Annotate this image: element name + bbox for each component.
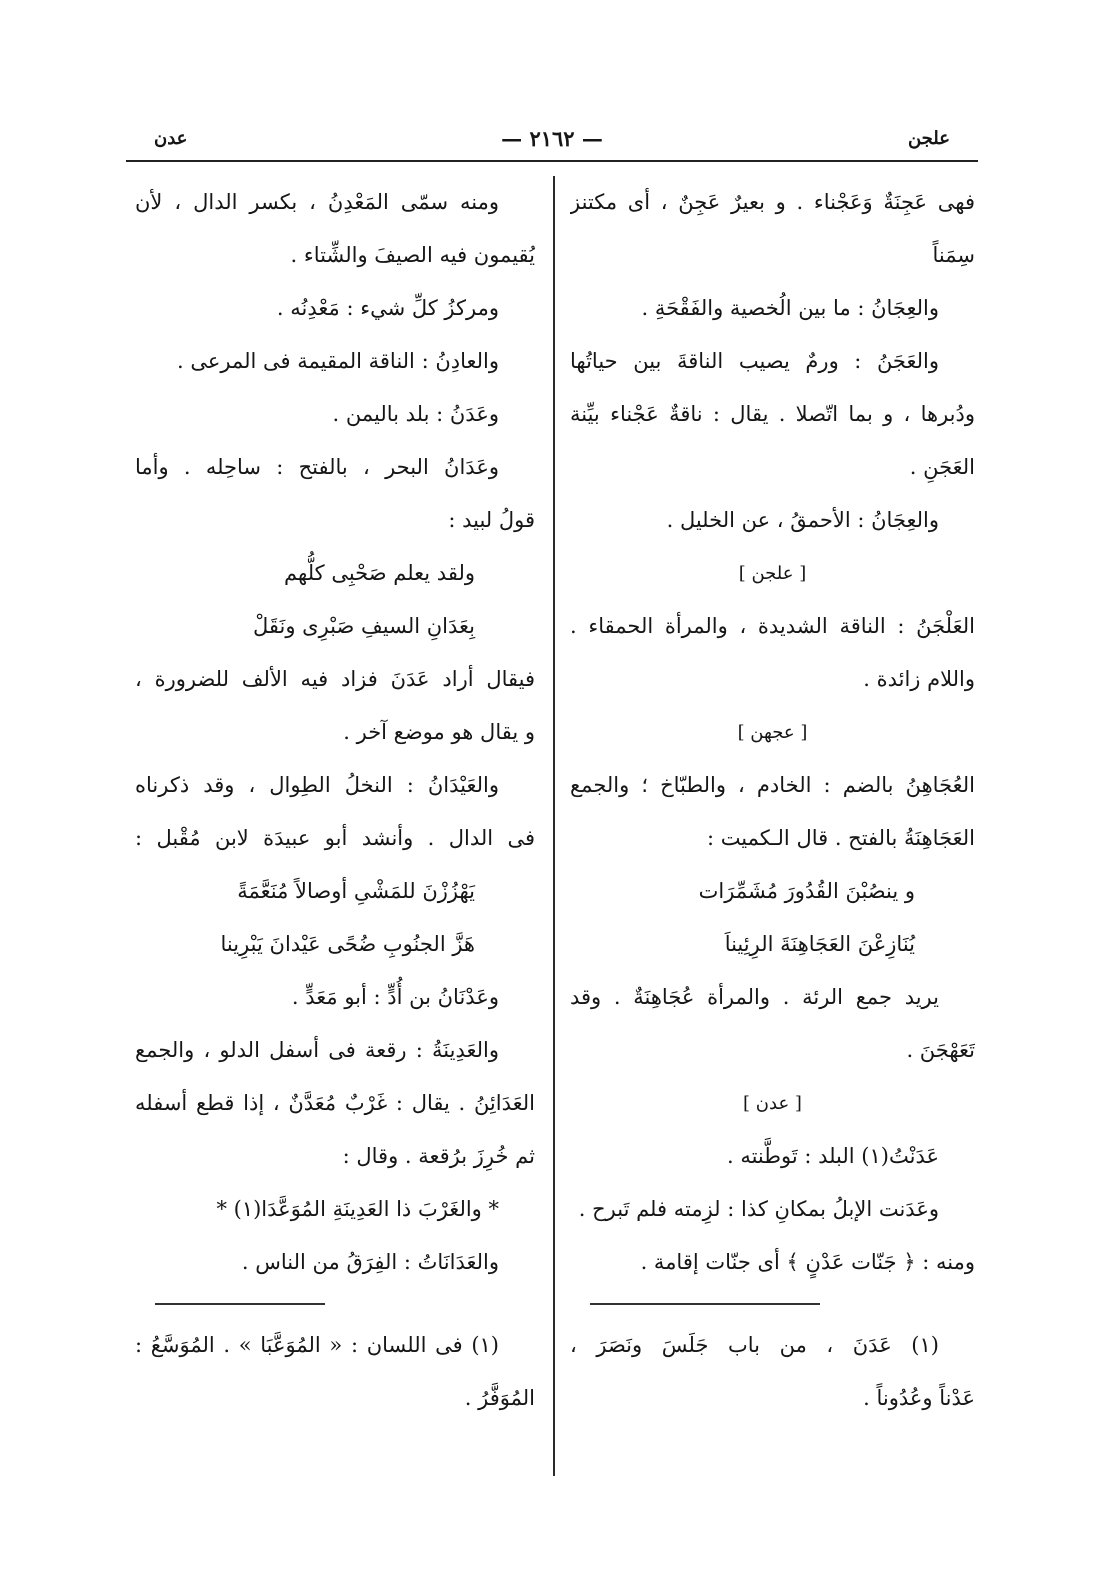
right-column (570, 176, 975, 1425)
text-line: وعَدْنَانُ بن أُدٍّ : أبو مَعَدٍّ . (291, 985, 499, 1009)
verse-line: هَزَّ الجنُوبِ ضُحًى عَيْدانَ يَبْرِينا (220, 932, 475, 956)
section-heading-ajhn: [ عجهن ] (737, 722, 808, 743)
verse-line: يَهْزُزْنَ للمَشْىِ أوصالاً مُنَعَّمَةً (237, 879, 475, 903)
text-line: ودُبرها ، و بما اتّصلا . يقال : ناقةٌ عَجْناء بيِّنة (570, 402, 975, 426)
footnote-line: (١) فى اللسان : « المُوَعَّبَا » . المُوَسَّعُ : (135, 1333, 499, 1357)
footnote-line: (١) عَدَنَ ، من باب جَلَسَ ونَصَرَ ، (570, 1333, 939, 1357)
page-header (126, 124, 978, 160)
text-line: العَجَاهِنَةُ بالفتح . قال الـكميت : (706, 826, 975, 850)
section-heading-adn: [ عدن ] (743, 1093, 802, 1114)
text-line: والعادِنُ : الناقة المقيمة فى المرعى . (176, 349, 499, 373)
footnote-rule (155, 1303, 325, 1305)
text-line: و يقال هو موضع آخر . (343, 720, 535, 744)
verse-line: بِعَدَانِ السيفِ صَبْرِى ونَقَلْ (252, 614, 475, 638)
text-line: وعَدَانُ البحر ، بالفتح : ساحِله . وأما (135, 455, 499, 479)
text-line: والعِجَانُ : الأحمقُ ، عن الخليل . (666, 508, 939, 532)
text-line: قولُ لبيد : (448, 508, 535, 532)
text-line: وعَدَنت الإبلُ بمكانِ كذا : لزِمته فلم تَبرح . (578, 1197, 939, 1221)
text-line: * والغَرْبَ ذا العَدِينَةِ المُوَعَّدَا(١) * (216, 1197, 499, 1221)
text-line: يريد جمع الرئة . والمرأة عُجَاهِنَةٌ . وقد (570, 985, 939, 1009)
header-right-word: علجن (907, 128, 950, 149)
text-line: ومنه : ﴿ جَنّات عَدْنٍ ﴾ أى جنّات إقامة . (640, 1250, 975, 1274)
text-line: والعَدَانَاتُ : الفِرَقُ من الناس . (241, 1250, 499, 1274)
text-line: فهى عَجِنَةٌ وَعَجْناء . و بعيرٌ عَجِنٌ ، أى مكتنز (570, 190, 975, 214)
text-line: وعَدَنُ : بلد باليمن . (332, 402, 499, 426)
text-line: واللام زائدة . (863, 667, 975, 691)
text-line: ومنه سمّى المَعْدِنُ ، بكسر الدال ، لأن (135, 190, 499, 214)
footnote-line: المُوَفَّرُ . (464, 1386, 535, 1410)
left-column (135, 176, 535, 1425)
text-line: العَلْجَنُ : الناقة الشديدة ، والمرأة الحمقاء . (570, 614, 975, 638)
text-line: والعِجَانُ : ما بين الُخصية والفَقْحَةِ . (641, 296, 939, 320)
text-line: والعَيْدَانُ : النخلُ الطِوال ، وقد ذكرناه (135, 773, 499, 797)
text-line: العُجَاهِنُ بالضم : الخادم ، والطبّاخ ؛ والجمع (570, 773, 975, 797)
text-line: العَجَنِ . (909, 455, 975, 479)
page-number: — ٢١٦٢ — (501, 126, 603, 151)
verse-line: ولقد يعلم صَحْبِى كلُّهم (284, 561, 475, 585)
text-line: سِمَناً (932, 243, 975, 267)
verse-line: يُنَازِعْنَ العَجَاهِنَةَ الرِئِيناَ (724, 932, 915, 956)
header-left-word: عدن (154, 128, 188, 149)
text-line: فى الدال . وأنشد أبو عبيدَة لابن مُقْبل : (135, 826, 535, 850)
text-line: يُقيمون فيه الصيفَ والشِّتاء . (290, 243, 535, 267)
text-line: العَدَائِنُ . يقال : غَرْبٌ مُعَدَّنٌ ، إذا قطع أسفله (135, 1091, 535, 1115)
text-line: والعَجَنُ : ورمٌ يصيب الناقةَ بين حياتُها (570, 349, 939, 373)
text-line: والعَدِينَةُ : رقعة فى أسفل الدلو ، والجمع (135, 1038, 499, 1062)
footnote-line: عَدْناً وعُدُوناً . (863, 1386, 975, 1410)
section-heading-aljn: [ علجن ] (738, 563, 807, 584)
verse-line: و ينصُبْنَ القُدُورَ مُشَمِّرَات (698, 879, 915, 903)
footnote-rule (590, 1303, 820, 1305)
text-line: فيقال أراد عَدَنَ فزاد فيه الألف للضرورة ، (135, 667, 535, 691)
text-line: ثم خُرِزَ برُقعة . وقال : (342, 1144, 535, 1168)
header-rule (126, 160, 978, 162)
column-divider (553, 176, 555, 1476)
text-line: عَدَنْتُ(١) البلد : تَوطَّنته . (726, 1144, 939, 1168)
text-line: ومركزُ كلِّ شيء : مَعْدِنُه . (276, 296, 499, 320)
text-line: تَعَهْجَنَ . (906, 1038, 975, 1062)
